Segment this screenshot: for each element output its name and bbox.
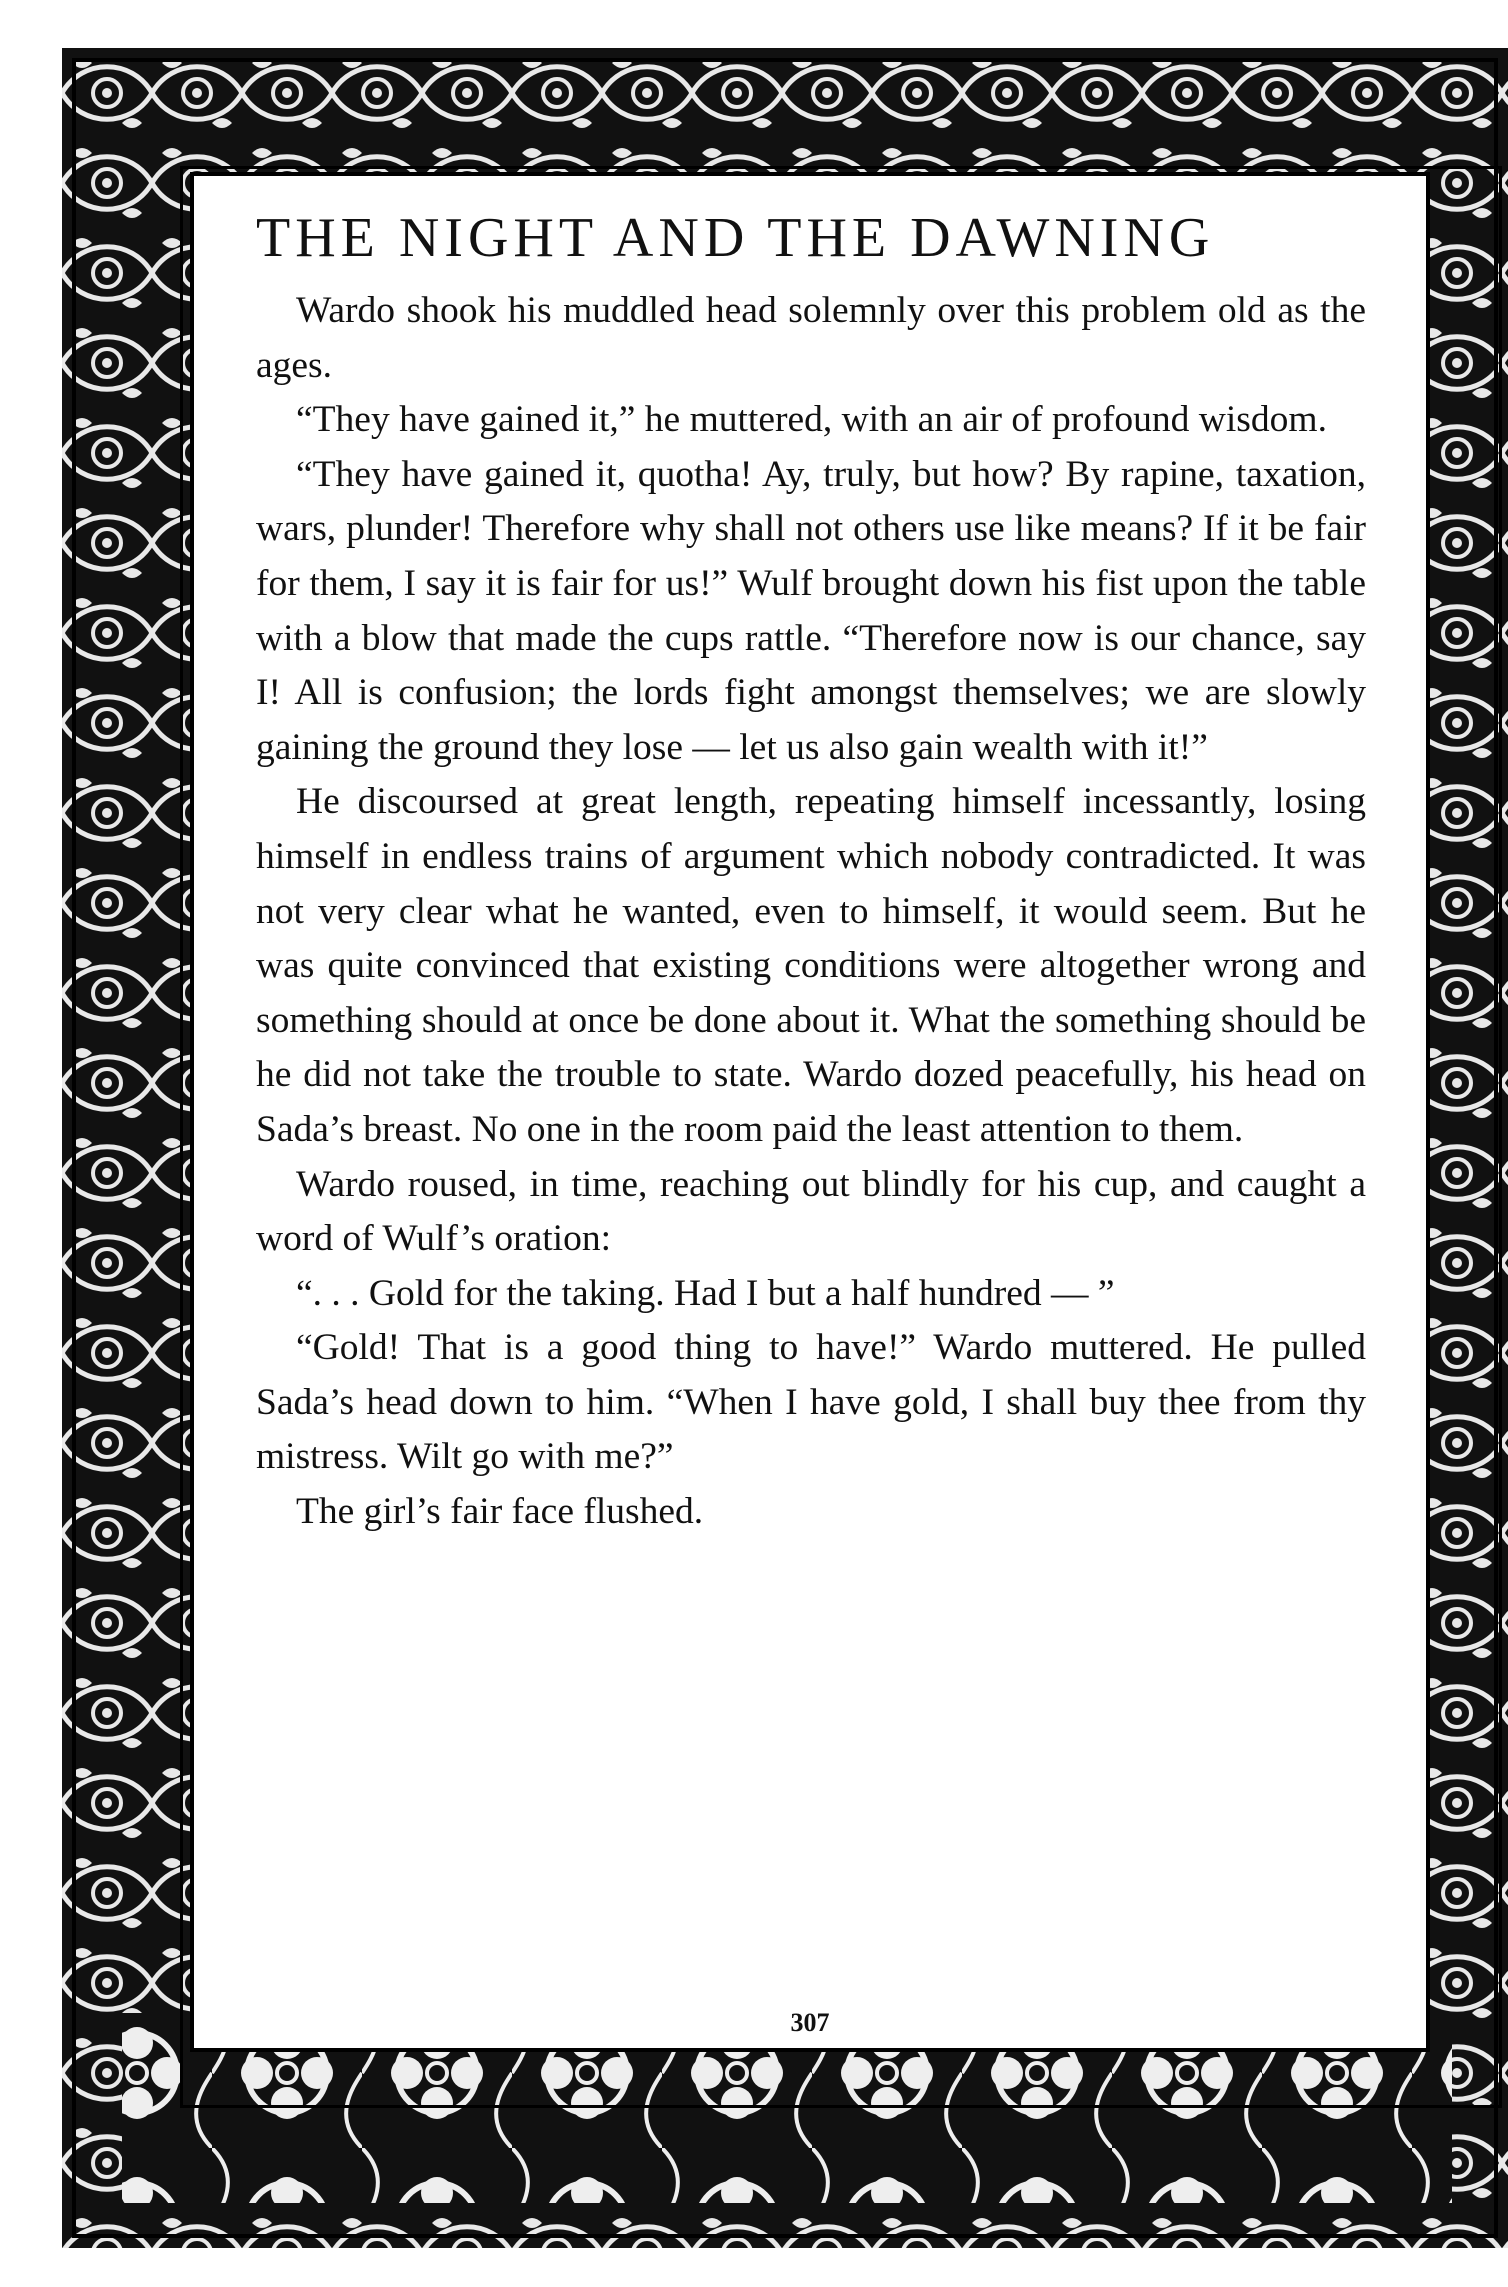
page-number: 307 [790,2008,830,2037]
paragraph: Wardo shook his muddled head solemnly over this problem old as the ages. [256,290,1366,386]
paragraph: Wardo roused, in time, reaching out blindly for his cup, and caught a word of Wulf’s oration: [256,1163,1366,1260]
paragraph: The girl’s fair face flushed. [296,1491,704,1533]
paragraph: “They have gained it,” he muttered, with an air of profound wisdom. [296,399,1327,441]
paragraph: “They have gained it, quotha! Ay, truly, but how? By rapine, taxation, wars, plunder! Therefore why shall not others use like means? If it be fair for them, I say it is fair for us!” Wulf brought down his fist upon the table with a blow that made the cups rattle. “Therefore now is our chance, say I! All is confusion; the lords fight amongst themselves; we are slowly gaining the ground they lose — let us also gain wealth with it!” [256,453,1366,768]
running-heading: THE NIGHT AND THE DAWNING [256,207,1215,269]
text-panel [190,172,1430,2052]
paragraph: He discoursed at great length, repeating himself incessantly, losing himself in endless trains of argument which nobody contradicted. It was not very clear what he wanted, even to himself, it would seem. But he was quite convinced that existing conditions were altogether wrong and something should at once be done about it. What the something should be he did not take the trouble to state. Wardo dozed peacefully, his head on Sada’s breast. No one in the room paid the least attention to them. [256,781,1366,1150]
body-text [256,284,1366,1540]
paragraph: “. . . Gold for the taking. Had I but a half hundred — ” [296,1272,1115,1314]
paragraph: “Gold! That is a good thing to have!” Wardo muttered. He pulled Sada’s head down to him. “When I have gold, I shall buy thee from thy mistress. Wilt go with me?” [256,1327,1366,1478]
